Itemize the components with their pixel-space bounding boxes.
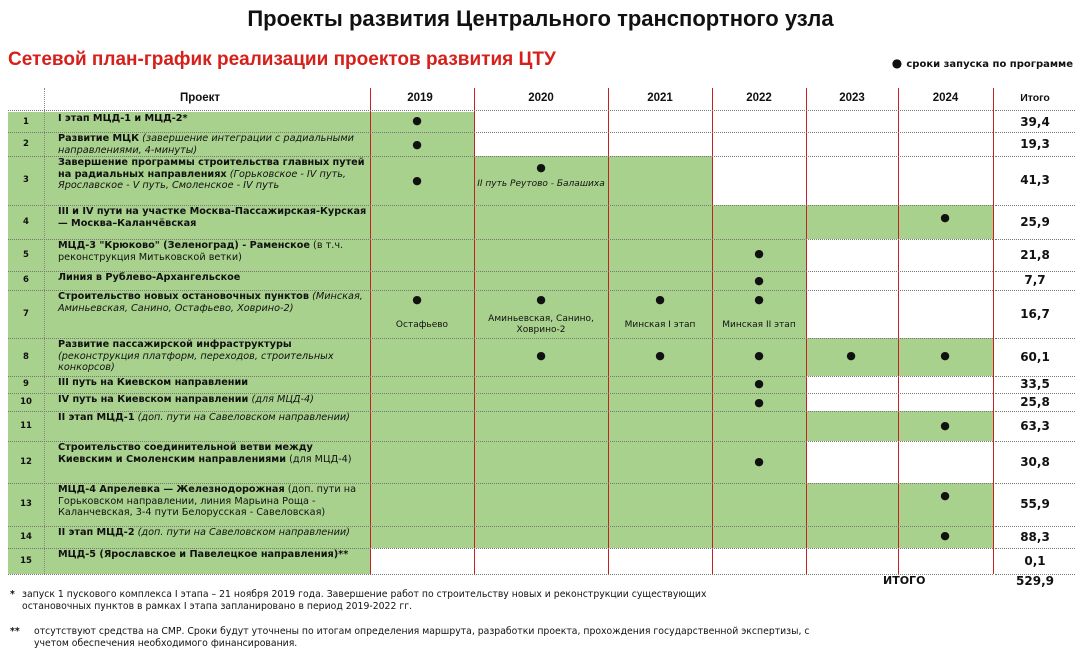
- project-name: [58, 206, 370, 229]
- note-row7-2020: Аминьевская, Санино, Ховрино-2: [488, 314, 594, 335]
- project-name: [58, 527, 370, 539]
- launch-dot-icon: ●: [754, 274, 764, 287]
- project-name: [58, 113, 370, 125]
- row-number: 5: [23, 250, 29, 260]
- launch-dot-icon: ●: [940, 349, 950, 362]
- grid-line: [8, 574, 993, 575]
- legend-dot-icon: ●: [891, 56, 907, 70]
- note-row7-2021: Минская I этап: [624, 320, 696, 330]
- project-name: [58, 240, 370, 263]
- row-number: 8: [23, 352, 29, 362]
- row-number: 9: [23, 379, 29, 389]
- project-name: [58, 394, 370, 406]
- project-title: II этап МЦД-2: [58, 527, 135, 538]
- header-year-2024: 2024: [932, 92, 959, 104]
- grid-line: [608, 88, 609, 574]
- note-row7-2019: Остафьево: [395, 320, 449, 330]
- launch-dot-icon: ●: [655, 293, 665, 306]
- launch-dot-icon: ●: [536, 293, 546, 306]
- project-name: [58, 133, 370, 156]
- row-total: 7,7: [1024, 273, 1046, 287]
- row-total: 63,3: [1020, 419, 1050, 433]
- launch-dot-icon: ●: [754, 377, 764, 390]
- row-total: 25,8: [1020, 395, 1050, 409]
- launch-dot-icon: ●: [412, 174, 422, 187]
- launch-dot-icon: ●: [412, 138, 422, 151]
- note-row7-2022: Минская II этап: [722, 320, 796, 330]
- grid-line: [898, 88, 899, 574]
- project-title: I этап МЦД-1 и МЦД-2*: [58, 113, 188, 124]
- row-number: 13: [20, 499, 32, 509]
- launch-dot-icon: ●: [412, 293, 422, 306]
- page-title: Проекты развития Центрального транспортного узла: [247, 6, 834, 31]
- row-total: 21,8: [1020, 248, 1050, 262]
- project-detail: (Горьковское - IV путь, Ярославское - V путь, Смоленское - IV путь: [58, 168, 346, 192]
- project-title: II этап МЦД-1: [58, 412, 135, 423]
- project-detail: (доп. пути на Савеловском направлении): [137, 527, 350, 538]
- row-total: 25,9: [1020, 215, 1050, 229]
- project-title: Строительство соединительной ветви между Киевским и Смоленским направлениями: [58, 442, 313, 465]
- project-title: МЦД-3 "Крюково" (Зеленоград) - Раменское: [58, 240, 310, 251]
- grid-line: [44, 88, 45, 574]
- project-detail: (завершение интеграции с радиальными направлениями, 4-минуты): [58, 133, 354, 156]
- row-total: 33,5: [1020, 377, 1050, 391]
- chart-subtitle: Сетевой план-график реализации проектов развития ЦТУ: [8, 49, 556, 70]
- project-detail: (Минская, Аминьевская, Санино, Остафьево, Ховрино-2): [58, 291, 363, 314]
- legend: [892, 58, 1073, 70]
- footnote-2: [10, 626, 814, 650]
- grand-total-value: 529,9: [1016, 574, 1054, 588]
- row-number: 14: [20, 532, 32, 542]
- note-row3-2020: II путь Реутово - Балашиха: [477, 179, 605, 189]
- row-total: 55,9: [1020, 497, 1050, 511]
- footnote-1: [10, 589, 742, 613]
- launch-dot-icon: ●: [940, 211, 950, 224]
- row-total: 16,7: [1020, 307, 1050, 321]
- project-name: [58, 339, 370, 374]
- launch-dot-icon: ●: [655, 349, 665, 362]
- row-number: 2: [23, 139, 29, 149]
- launch-dot-icon: ●: [940, 419, 950, 432]
- project-name: [58, 291, 370, 314]
- project-name: [58, 157, 370, 192]
- footnote-text: запуск 1 пускового комплекса I этапа – 21 ноября 2019 года. Завершение работ по строительству новых и реконструкции существующих остановочных пунктов в рамках I этапа запланировано в период 2019-2022 гг.: [22, 589, 707, 612]
- grid-line: [474, 88, 475, 574]
- header-year-2021: 2021: [647, 92, 673, 104]
- row-total: 41,3: [1020, 173, 1050, 187]
- row-number: 3: [23, 175, 29, 185]
- row-total: 88,3: [1020, 530, 1050, 544]
- launch-dot-icon: ●: [754, 293, 764, 306]
- header-year-2020: 2020: [528, 92, 554, 104]
- launch-dot-icon: ●: [412, 114, 422, 127]
- project-title: III и IV пути на участке Москва-Пассажирская-Курская — Москва–Каланчёвская: [58, 206, 367, 229]
- project-title: III путь на Киевском направлении: [58, 377, 249, 388]
- project-title: Развитие МЦК: [58, 133, 140, 144]
- launch-dot-icon: ●: [754, 349, 764, 362]
- header-year-2019: 2019: [407, 92, 433, 104]
- launch-dot-icon: ●: [754, 396, 764, 409]
- grid-line: [712, 88, 713, 574]
- project-title: Завершение программы строительства главных путей на радиальных направлениях: [58, 157, 365, 180]
- launch-dot-icon: ●: [940, 489, 950, 502]
- header-year-2023: 2023: [839, 92, 865, 104]
- grid-line: [8, 110, 993, 111]
- row-total: 39,4: [1020, 115, 1050, 129]
- footnote-mark: *: [10, 589, 15, 600]
- row-number: 15: [20, 556, 32, 566]
- header-total: Итого: [1020, 92, 1050, 104]
- launch-dot-icon: ●: [940, 529, 950, 542]
- project-detail: (реконструкция платформ, переходов, строительных конкорсов): [58, 350, 334, 374]
- project-title: IV путь на Киевском направлении: [58, 394, 249, 405]
- row-total: 60,1: [1020, 350, 1050, 364]
- grid-line: [995, 110, 1075, 111]
- legend-text: сроки запуска по программе: [906, 59, 1073, 70]
- row-total: 19,3: [1020, 137, 1050, 151]
- row-total: 30,8: [1020, 455, 1050, 469]
- project-title: Развитие пассажирской инфраструктуры: [58, 339, 292, 350]
- row-total: 0,1: [1024, 554, 1046, 568]
- project-title: МЦД-5 (Ярославское и Павелецкое направления)**: [58, 549, 349, 560]
- project-detail: (для МЦД-4): [289, 453, 352, 465]
- launch-dot-icon: ●: [754, 455, 764, 468]
- row-number: 10: [20, 397, 32, 407]
- row-number: 4: [23, 217, 29, 227]
- launch-dot-icon: ●: [536, 161, 546, 174]
- grid-line: [370, 88, 371, 574]
- project-title: МЦД-4 Апрелевка — Железнодорожная: [58, 484, 285, 495]
- project-title: Линия в Рублево-Архангельское: [58, 272, 241, 283]
- header-project: Проект: [179, 92, 221, 104]
- project-name: [58, 412, 370, 424]
- project-title: Строительство новых остановочных пунктов: [58, 291, 309, 302]
- launch-dot-icon: ●: [536, 349, 546, 362]
- grid-line: [806, 88, 807, 574]
- project-name: [58, 442, 370, 465]
- launch-dot-icon: ●: [754, 247, 764, 260]
- project-detail: (в т.ч. реконструкция Митьковской ветки): [58, 240, 344, 263]
- project-name: [58, 272, 370, 284]
- project-detail: (для МЦД-4): [251, 394, 314, 405]
- project-name: [58, 484, 370, 519]
- header-year-2022: 2022: [746, 92, 772, 104]
- footnote-text: отсутствуют средства на СМР. Сроки будут уточнены по итогам определения маршрута, разработки проекта, прохождения государственной экспертизы, с учетом обеспечения необходимого финансирования.: [34, 626, 810, 649]
- project-detail: (доп. пути на Горьковском направлении, линия Марьина Роща - Каланчевская, 3-4 пути Белорусская - Савеловская): [58, 484, 357, 519]
- row-number: 6: [23, 275, 29, 285]
- project-name: [58, 549, 370, 561]
- grand-total-label: ИТОГО: [883, 574, 926, 587]
- project-name: [58, 377, 370, 389]
- launch-dot-icon: ●: [846, 349, 856, 362]
- row-number: 12: [20, 457, 32, 467]
- row-number: 7: [23, 309, 29, 319]
- grid-line: [993, 88, 994, 574]
- row-number: 11: [20, 421, 32, 431]
- footnote-mark: **: [10, 626, 20, 637]
- project-detail: (доп. пути на Савеловском направлении): [137, 412, 350, 423]
- row-number: 1: [23, 117, 29, 127]
